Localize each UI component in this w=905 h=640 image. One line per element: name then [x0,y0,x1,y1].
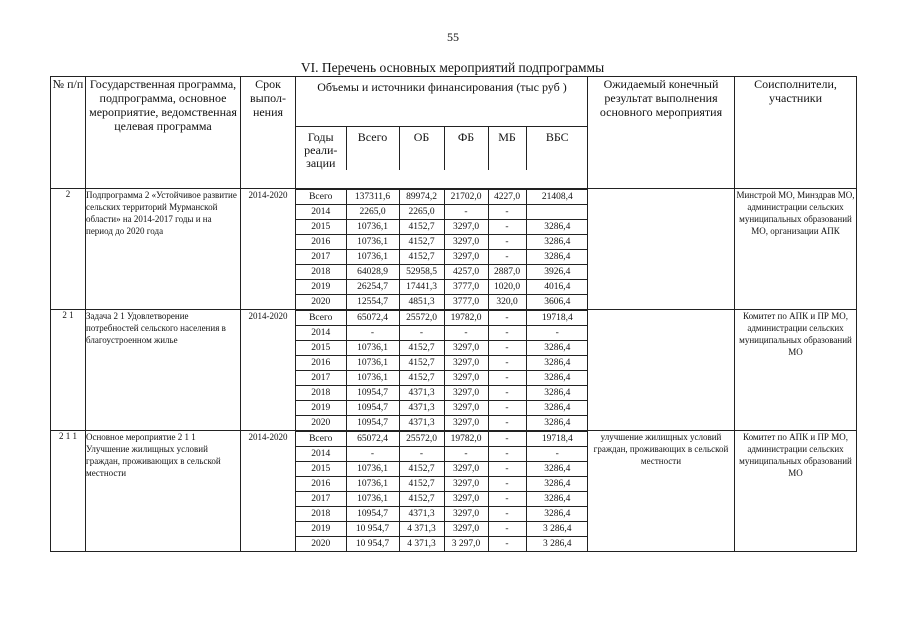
item-name: Основное мероприятие 2 1 1 Улучшение жилищных условий граждан, проживающих в сельской местности [86,431,241,552]
financing-fb-cell: - [444,205,488,220]
financing-ob-cell: 4371,3 [399,507,444,522]
financing-year-cell: 2017 [296,250,346,265]
financing-total-cell: 10954,7 [346,507,399,522]
financing-cell [296,431,588,552]
financing-mb-cell: 320,0 [488,295,526,310]
financing-fb-cell: 3297,0 [444,341,488,356]
financing-ob-cell: 52958,5 [399,265,444,280]
financing-fb-cell: 3297,0 [444,477,488,492]
financing-total-cell: - [346,447,399,462]
financing-total-cell: 137311,6 [346,190,399,205]
item-number: 2 [51,189,86,310]
item-name: Подпрограмма 2 «Устойчивое развитие сельских территорий Мурманской области» на 2014-2017 годы и на период до 2020 года [86,189,241,310]
financing-vbs-cell: 3606,4 [526,295,588,310]
item-period: 2014-2020 [241,431,296,552]
header-total: Всего [346,127,399,171]
item-name: Задача 2 1 Удовлетворение потребностей сельского населения в благоустроенном жилье [86,310,241,431]
financing-vbs-cell: 3286,4 [526,371,588,386]
financing-fb-cell: 3 297,0 [444,537,488,552]
header-result: Ожидаемый конечный результат выполнения основного мероприятия [588,77,735,189]
financing-vbs-cell: 3286,4 [526,386,588,401]
financing-ob-cell: 4152,7 [399,356,444,371]
financing-ob-cell: 4152,7 [399,371,444,386]
financing-ob-cell: 4152,7 [399,220,444,235]
financing-year-cell: 2015 [296,220,346,235]
financing-row [296,401,588,416]
financing-row [296,250,588,265]
financing-vbs-cell: 3286,4 [526,250,588,265]
financing-fb-cell: 3777,0 [444,295,488,310]
item-period: 2014-2020 [241,310,296,431]
financing-mb-cell: - [488,522,526,537]
header-partners: Соисполнители, участники [735,77,857,189]
financing-ob-cell: 17441,3 [399,280,444,295]
financing-fb-cell: 3297,0 [444,507,488,522]
financing-mb-cell: - [488,386,526,401]
financing-fb-cell: 3297,0 [444,371,488,386]
financing-total-cell: 12554,7 [346,295,399,310]
financing-total-cell: 10736,1 [346,356,399,371]
page-number: 55 [447,30,459,44]
financing-cell [296,189,588,310]
financing-ob-cell: - [399,326,444,341]
financing-year-cell: 2014 [296,205,346,220]
financing-row [296,220,588,235]
financing-fb-cell: 4257,0 [444,265,488,280]
header-ob: ОБ [399,127,444,171]
financing-row [296,311,588,326]
financing-fb-cell: - [444,326,488,341]
financing-year-cell: 2017 [296,371,346,386]
financing-ob-cell: 4 371,3 [399,522,444,537]
financing-vbs-cell: 3286,4 [526,507,588,522]
financing-total-cell: 10 954,7 [346,522,399,537]
financing-vbs-cell: 19718,4 [526,311,588,326]
financing-mb-cell: - [488,477,526,492]
financing-total-cell: 64028,9 [346,265,399,280]
financing-vbs-cell: 3 286,4 [526,537,588,552]
financing-mb-cell: - [488,447,526,462]
item-result [588,189,735,310]
financing-year-cell: 2018 [296,507,346,522]
financing-ob-cell: 4152,7 [399,235,444,250]
financing-ob-cell: 4 371,3 [399,537,444,552]
financing-ob-cell: 4152,7 [399,477,444,492]
financing-fb-cell: 3297,0 [444,386,488,401]
financing-vbs-cell [526,205,588,220]
financing-mb-cell: 1020,0 [488,280,526,295]
financing-fb-cell: 3297,0 [444,522,488,537]
financing-row [296,205,588,220]
financing-year-cell: 2014 [296,447,346,462]
financing-total-cell: 10 954,7 [346,537,399,552]
page-title: VI. Перечень основных мероприятий подпрограммы [300,60,605,75]
financing-mb-cell: - [488,356,526,371]
financing-year-cell: 2020 [296,537,346,552]
financing-total-cell: 26254,7 [346,280,399,295]
financing-ob-cell: 25572,0 [399,311,444,326]
financing-year-cell: 2020 [296,295,346,310]
financing-year-cell: 2016 [296,235,346,250]
financing-year-cell: 2019 [296,401,346,416]
financing-mb-cell: - [488,250,526,265]
financing-ob-cell: 4371,3 [399,416,444,431]
financing-fb-cell: 3297,0 [444,492,488,507]
financing-mb-cell: - [488,432,526,447]
financing-vbs-cell: 3 286,4 [526,522,588,537]
item-partners: Комитет по АПК и ПР МО, администрации сельских муниципальных образований МО [735,310,857,431]
financing-row [296,371,588,386]
financing-year-cell: 2019 [296,522,346,537]
financing-year-cell: 2015 [296,462,346,477]
financing-fb-cell: 3297,0 [444,250,488,265]
financing-mb-cell: - [488,371,526,386]
financing-total-cell: 10736,1 [346,220,399,235]
financing-row [296,265,588,280]
header-period: Срок выпол-нения [241,77,296,189]
financing-ob-cell: - [399,447,444,462]
financing-vbs-cell: 4016,4 [526,280,588,295]
financing-mb-cell: - [488,401,526,416]
financing-row [296,432,588,447]
item-period: 2014-2020 [241,189,296,310]
financing-mb-cell: - [488,416,526,431]
financing-year-cell: 2016 [296,477,346,492]
item-result: улучшение жилищных условий граждан, проживающих в сельской местности [588,431,735,552]
financing-vbs-cell: 3286,4 [526,416,588,431]
financing-vbs-cell: 3286,4 [526,341,588,356]
financing-year-cell: Всего [296,311,346,326]
financing-row [296,356,588,371]
financing-fb-cell: 19782,0 [444,311,488,326]
financing-row [296,386,588,401]
financing-row [296,477,588,492]
financing-row [296,326,588,341]
financing-mb-cell: - [488,341,526,356]
financing-row [296,507,588,522]
header-financing-title: Объемы и источники финансирования (тыс руб ) [296,77,588,127]
financing-mb-cell: - [488,492,526,507]
financing-vbs-cell: 19718,4 [526,432,588,447]
financing-year-cell: 2016 [296,356,346,371]
financing-mb-cell: 4227,0 [488,190,526,205]
financing-vbs-cell: 3286,4 [526,477,588,492]
financing-mb-cell: - [488,205,526,220]
financing-ob-cell: 4152,7 [399,341,444,356]
financing-mb-cell: - [488,220,526,235]
financing-year-cell: 2015 [296,341,346,356]
financing-row [296,522,588,537]
item-number: 2 1 [51,310,86,431]
financing-total-cell: 10736,1 [346,371,399,386]
financing-vbs-cell: 3286,4 [526,401,588,416]
activity-block [51,431,857,552]
financing-fb-cell: 3777,0 [444,280,488,295]
financing-mb-cell: - [488,537,526,552]
financing-ob-cell: 89974,2 [399,190,444,205]
financing-ob-cell: 4371,3 [399,401,444,416]
financing-year-cell: 2020 [296,416,346,431]
financing-vbs-cell: 21408,4 [526,190,588,205]
financing-mb-cell: - [488,507,526,522]
financing-total-cell: 65072,4 [346,311,399,326]
financing-vbs-cell: 3286,4 [526,492,588,507]
financing-year-cell: 2018 [296,386,346,401]
financing-fb-cell: 21702,0 [444,190,488,205]
financing-vbs-cell: 3286,4 [526,462,588,477]
financing-ob-cell: 4371,3 [399,386,444,401]
financing-year-cell: Всего [296,432,346,447]
financing-total-cell: - [346,326,399,341]
financing-mb-cell: - [488,326,526,341]
item-result [588,310,735,431]
header-vbs: ВБС [526,127,588,171]
header-mb: МБ [488,127,526,171]
item-partners: Минстрой МО, Минздрав МО, администрации сельских муниципальных образований МО, организации АПК [735,189,857,310]
financing-row [296,537,588,552]
financing-row [296,492,588,507]
financing-total-cell: 10954,7 [346,386,399,401]
header-years: Годы реали-зации [296,127,346,171]
financing-mb-cell: - [488,462,526,477]
financing-row [296,280,588,295]
financing-year-cell: Всего [296,190,346,205]
financing-fb-cell: 3297,0 [444,235,488,250]
financing-fb-cell: 19782,0 [444,432,488,447]
header-financing [296,77,588,189]
financing-ob-cell: 4152,7 [399,462,444,477]
activities-table [50,76,857,552]
financing-row [296,235,588,250]
financing-vbs-cell: 3286,4 [526,356,588,371]
financing-ob-cell: 4851,3 [399,295,444,310]
financing-ob-cell: 2265,0 [399,205,444,220]
financing-total-cell: 65072,4 [346,432,399,447]
financing-fb-cell: 3297,0 [444,220,488,235]
financing-fb-cell: 3297,0 [444,462,488,477]
financing-mb-cell: - [488,311,526,326]
financing-total-cell: 10736,1 [346,477,399,492]
financing-fb-cell: 3297,0 [444,356,488,371]
financing-total-cell: 10736,1 [346,250,399,265]
financing-year-cell: 2014 [296,326,346,341]
financing-total-cell: 10954,7 [346,416,399,431]
financing-vbs-cell: 3926,4 [526,265,588,280]
financing-mb-cell: 2887,0 [488,265,526,280]
header-num: № п/п [51,77,86,189]
financing-total-cell: 10736,1 [346,341,399,356]
financing-total-cell: 2265,0 [346,205,399,220]
financing-cell [296,310,588,431]
financing-mb-cell: - [488,235,526,250]
item-partners: Комитет по АПК и ПР МО, администрации сельских муниципальных образований МО [735,431,857,552]
financing-row [296,462,588,477]
financing-year-cell: 2019 [296,280,346,295]
financing-row [296,295,588,310]
financing-ob-cell: 4152,7 [399,492,444,507]
financing-row [296,341,588,356]
financing-vbs-cell: - [526,326,588,341]
financing-year-cell: 2017 [296,492,346,507]
financing-total-cell: 10736,1 [346,492,399,507]
financing-total-cell: 10954,7 [346,401,399,416]
financing-row [296,190,588,205]
financing-vbs-cell: 3286,4 [526,235,588,250]
financing-vbs-cell: - [526,447,588,462]
activity-block [51,310,857,431]
financing-fb-cell: 3297,0 [444,401,488,416]
financing-row [296,447,588,462]
financing-total-cell: 10736,1 [346,462,399,477]
financing-year-cell: 2018 [296,265,346,280]
financing-vbs-cell: 3286,4 [526,220,588,235]
financing-ob-cell: 25572,0 [399,432,444,447]
financing-fb-cell: 3297,0 [444,416,488,431]
financing-row [296,416,588,431]
header-program: Государственная программа, подпрограмма, основное мероприятие, ведомственная целевая программа [86,77,241,189]
header-fb: ФБ [444,127,488,171]
item-number: 2 1 1 [51,431,86,552]
activity-block [51,189,857,310]
financing-ob-cell: 4152,7 [399,250,444,265]
financing-total-cell: 10736,1 [346,235,399,250]
financing-fb-cell: - [444,447,488,462]
